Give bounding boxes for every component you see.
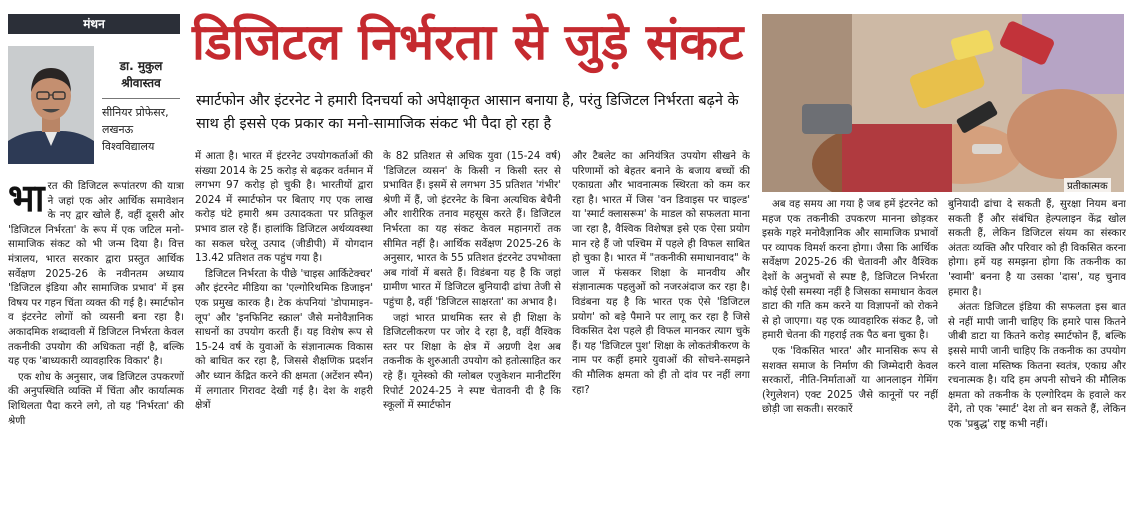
photo-caption: प्रतीकात्मक: [1064, 178, 1111, 192]
article-column-5: [762, 198, 938, 520]
article-column-4: [572, 150, 750, 520]
author-designation: सीनियर प्रोफेसर, लखनऊ विश्वविद्यालय: [102, 106, 169, 153]
paragraph: जहां भारत प्राथमिक स्तर से ही शिक्षा के डिजिटलीकरण पर जोर दे रहा है, वहीं वैश्विक स्तर पर शिक्षा के क्षेत्र में अग्रणी देश अब तकनीक के शुरुआती उपयोग को हतोत्साहित कर रहे हैं। यूनेस्को की ग्लोबल एजुकेशन मानीटरिंग रिपोर्ट 2024-25 ने स्पष्ट चेतावनी दी है कि स्कूलों में स्मार्टफोन: [383, 312, 561, 412]
paragraph: अब वह समय आ गया है जब हमें इंटरनेट को महज एक तकनीकी उपकरण मानना छोड़कर इसके गहरे मनोवैज्ञानिक और सामाजिक प्रभावों पर व्यापक विमर्श करना होगा। जैसा कि आर्थिक सर्वेक्षण 2025-26 की चेतावनी और वैश्विक देशों के अनुभवों से स्पष्ट है, डिजिटल निर्भरता कोई ऐसी समस्या नहीं है जिसका समाधान केवल डाटा की गति कम करने या विज्ञापनों को रोकने से हो जाएगा। यह एक व्यावहारिक संकट है, जो हमारी चेतना की गहराई तक पैठ बना चुका है।: [762, 199, 938, 342]
article-column-2: [195, 150, 373, 520]
drop-cap: भा: [8, 180, 45, 220]
section-label: मंथन: [8, 14, 180, 34]
paragraph: में आता है। भारत में इंटरनेट उपयोगकर्ताओं की संख्या 2014 के 25 करोड़ से बढ़कर वर्तमान में लगभग 97 करोड़ हो चुकी है। भारतीयों द्वारा 2024 में स्मार्टफोन पर बिताए गए एक लाख करोड़ घंटे हमारी श्रम उत्पादकता पर प्रतिकूल प्रभाव डाल रहे हैं। हालांकि डिजिटल अर्थव्यवस्था का सकल घरेलू उत्पाद (जीडीपी) में योगदान 13.42 प्रतिशत तक पहुंच गया है।: [195, 151, 373, 265]
paragraph: डिजिटल निर्भरता के पीछे 'चाइस आर्किटेक्चर' और इंटरनेट मीडिया का 'एल्गोरिथमिक डिजाइन' एक प्रमुख कारक है। टेक कंपनियां 'डोपामाइन-लूप' और 'इनफिनिट स्क्राल' जैसे मनोवैज्ञानिक साधनों का उपयोग करती हैं। यह विशेष रूप से 15-24 वर्ष के युवाओं के संज्ञानात्मक विकास को बाधित कर रहा है, जिससे शैक्षणिक प्रदर्शन और ध्यान केंद्रित करने की क्षमता (अटेंशन स्पैन) में लगातार गिरावट देखी गई है। देश के शहरी क्षेत्रों: [195, 268, 373, 412]
article-column-1: [8, 180, 184, 520]
headline: डिजिटल निर्भरता से जुड़े संकट: [192, 13, 744, 71]
paragraph-text: रत की डिजिटल रूपांतरण की यात्रा ने जहां एक ओर आर्थिक समावेशन के नए द्वार खोले हैं, वहीं दूसरी ओर 'डिजिटल निर्भरता' के रूप में एक जटिल मनो-सामाजिक संकट को भी जन्म दिया है। वित्त मंत्रालय, भारत सरकार द्वारा प्रस्तुत आर्थिक सर्वेक्षण 2025-26 के नवीनतम अध्याय 'डिजिटल इंडिया और सामाजिक प्रभाव' में इस विषय पर गहन चिंता व्यक्त की गई है। स्मार्टफोन व इंटरनेट लोगों को व्यसनी बना रहा है। अकादमिक शब्दावली में डिजिटल निर्भरता केवल तकनीकी उपयोग की अधिकता नहीं है, बल्कि यह एक 'बाध्यकारी व्यावहारिक विकार' है।: [8, 181, 184, 368]
author-divider: [102, 98, 180, 99]
paragraph: अंततः डिजिटल इंडिया की सफलता इस बात से नहीं मापी जानी चाहिए कि हमारे पास कितने जीबी डाटा या कितने करोड़ स्मार्टफोन हैं, बल्कि इससे मापी जानी चाहिए कि तकनीक का उपयोग करने वाला मस्तिष्क कितना स्वतंत्र, एकाग्र और रचनात्मक है। यदि हम अपनी सोचने की मौलिक क्षमता को तकनीक के एल्गोरिदम के हवाले कर देंगे, तो एक 'स्मार्ट' देश तो बन सकते हैं, लेकिन एक 'प्रबुद्ध' राष्ट्र कभी नहीं।: [948, 302, 1126, 430]
article-column-3: [383, 150, 561, 520]
paragraph: बुनियादी ढांचा दे सकती हैं, सुरक्षा नियम बना सकती हैं और संबंधित हेल्पलाइन केंद्र खोल सकती हैं, लेकिन डिजिटल संयम का संस्कार अंततः व्यक्ति और परिवार को ही विकसित करना होगा। हमें यह समझना होगा कि तकनीक का 'स्वामी' बनना है या उसका 'दास', यह चुनाव हमारा है।: [948, 199, 1126, 298]
paragraph: के 82 प्रतिशत से अधिक युवा (15-24 वर्ष) 'डिजिटल व्यसन' के किसी न किसी स्तर से प्रभावित हैं। इसमें से लगभग 35 प्रतिशत 'गंभीर' श्रेणी में हैं, जो इंटरनेट के बिना अत्यधिक बेचैनी और शारीरिक तनाव महसूस करते हैं। डिजिटल निर्भरता का यह संकट केवल महानगरों तक सीमित नहीं है। आर्थिक सर्वेक्षण 2025-26 के अनुसार, भारत के 55 प्रतिशत इंटरनेट उपभोक्ता अब गांवों में बसते हैं। विडंबना यह है कि जहां ग्रामीण भारत में डिजिटल बुनियादी ढांचा तेजी से पहुंचा है, वहीं 'डिजिटल साक्षरता' का अभाव है।: [383, 151, 561, 308]
author-name: डा. मुकुल श्रीवास्तव: [119, 59, 163, 90]
paragraph: और टैबलेट का अनियंत्रित उपयोग सीखने के परिणामों को बेहतर बनाने के बजाय बच्चों की एकाग्रता और भावनात्मक स्थिरता को कम कर रहा है। भारत में जिस 'वन डिवाइस पर चाइल्ड' या 'स्मार्ट क्लासरूम' के माडल को सफलता माना जा रहा है, वैश्विक विशेषज्ञ इसे एक ऐसा प्रयोग मान रहे हैं जो पश्चिम में पहले ही विफल साबित हो चुका है। भारत में "तकनीकी समाधानवाद" के जाल में फंसकर शिक्षा के मानवीय और संज्ञानात्मक पहलुओं को नजरअंदाज कर रहा है। विडंबना यह है कि भारत एक ऐसे 'डिजिटल प्रयोग' को बड़े पैमाने पर लागू कर रहा है जिसे विकसित देश पहले ही विफल मानकर त्याग चुके हैं। यह 'डिजिटल पुश' शिक्षा के लोकतंत्रीकरण के नाम पर कहीं हमारे युवाओं की सोचने-समझने की मौलिक क्षमता को ही तो दांव पर नहीं लगा रहा?: [572, 151, 750, 396]
paragraph: एक 'विकसित भारत' और मानसिक रूप से सशक्त समाज के निर्माण की जिम्मेदारी केवल सरकारों, नीति-निर्माताओं या आनलाइन गेमिंग (रेगुलेशन) एक्ट 2025 जैसे कानूनों पर नहीं छोड़ी जा सकती। सरकारें: [762, 345, 938, 416]
author-portrait-image: [8, 46, 94, 164]
paragraph: एक शोध के अनुसार, जब डिजिटल उपकरणों की अनुपस्थिति व्यक्ति में चिंता और कार्यात्मक शिथिलता पैदा करने लगे, तो यह 'निर्भरता' की श्रेणी: [8, 371, 184, 427]
article-photo: [762, 14, 1124, 192]
article-column-6: [948, 198, 1126, 520]
subheadline: स्मार्टफोन और इंटरनेट ने हमारी दिनचर्या को अपेक्षाकृत आसान बनाया है, परंतु डिजिटल निर्भरता बढ़ने के साथ ही इससे एक प्रकार का मनो-सामाजिक संकट भी पैदा हो रहा है: [196, 93, 739, 132]
paragraph: [8, 180, 184, 370]
people-using-smartphones-image: [762, 14, 1124, 192]
author-photo: [8, 46, 94, 164]
